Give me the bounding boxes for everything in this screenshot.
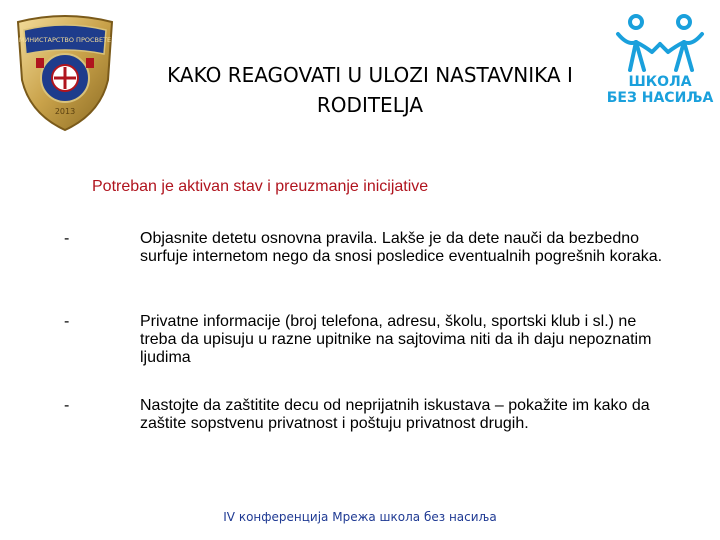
subtitle: Potreban je aktivan stav i preuzmanje inicijative [92, 178, 429, 195]
bullet-text: Objasnite detetu osnovna pravila. Lakše je da dete nauči da bezbedno surfuje internetom nego da snosi posledice eventualnih pogrešnih koraka. [140, 230, 663, 265]
bullet-marker: - [64, 230, 70, 247]
bullet-text: Nastojte da zaštitite decu od neprijatnih iskustava – pokažite im kako da zaštite sopstvenu privatnost i poštuju privatnost drugih. [140, 397, 650, 432]
page-title-line2: RODITELJA [316, 93, 424, 117]
badge-text: МИНИСТАРСТВО ПРОСВЕТЕ [18, 36, 112, 44]
bullet-text: Privatne informacije (broj telefona, adresu, školu, sportski klub i sl.) ne treba da upisuju u razne upitnike na sajtovima niti da ih daju nepoznatim ljudima [140, 313, 652, 366]
logo-text-line1: ШКОЛА [628, 74, 692, 90]
footer-text: IV конференција Мрежа школа без насиља [223, 510, 497, 524]
ministry-badge-emblem [10, 10, 120, 132]
page-title [150, 60, 590, 120]
logo-text-line2: БЕЗ НАСИЉА [606, 90, 714, 106]
logo-text [600, 74, 720, 106]
bullet-marker: - [64, 397, 70, 414]
badge-year: 2013 [54, 107, 76, 116]
page-title-line1: KAKO REAGOVATI U ULOZI NASTAVNIKA I [167, 63, 573, 87]
bullet-marker: - [64, 313, 70, 330]
